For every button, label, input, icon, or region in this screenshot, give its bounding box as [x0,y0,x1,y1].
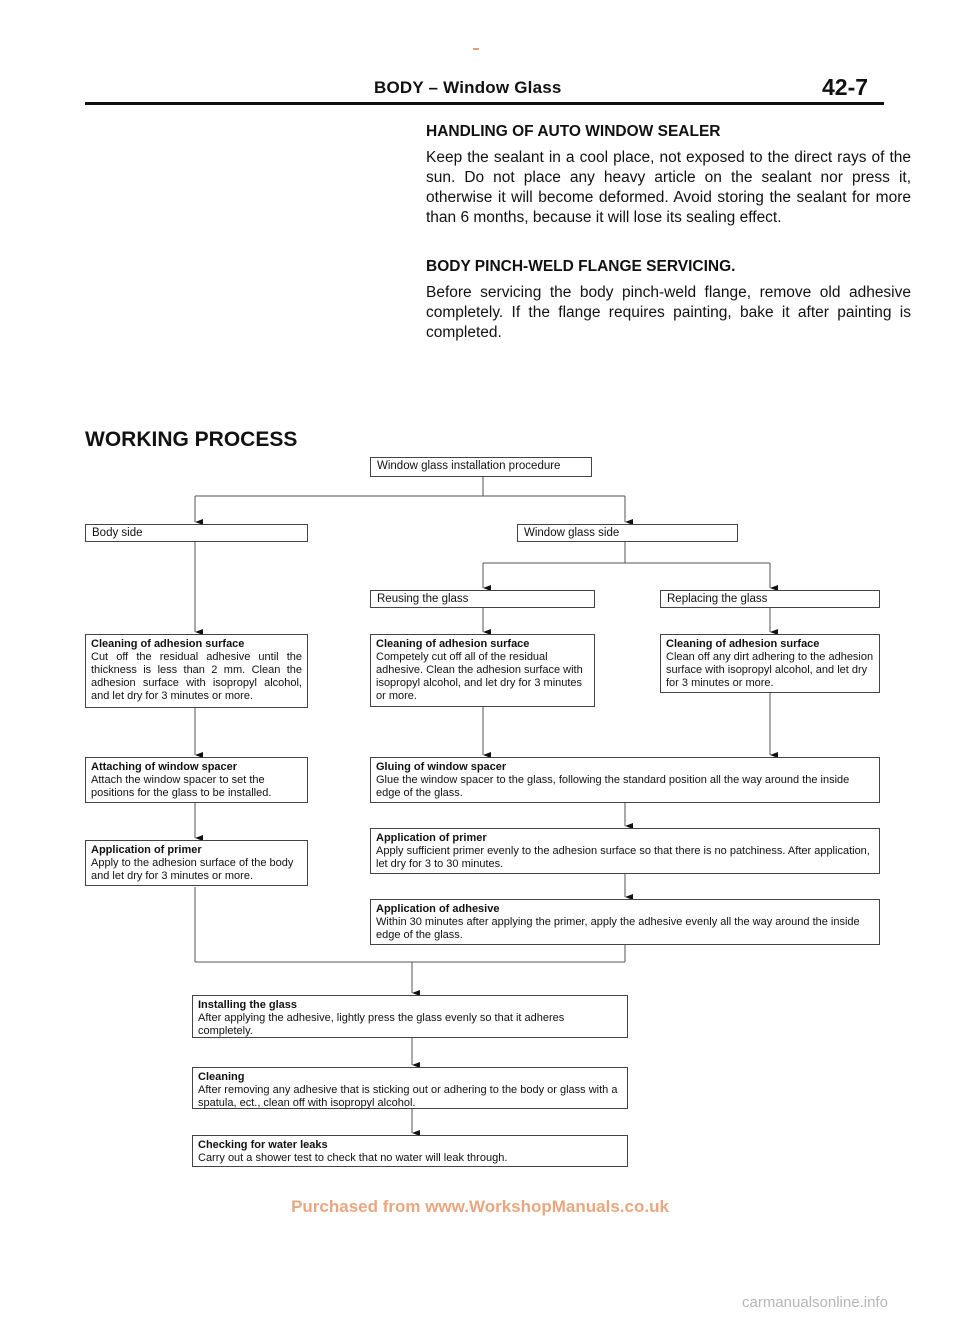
section-heading-sealer: HANDLING OF AUTO WINDOW SEALER [426,123,721,140]
root-box [370,457,592,477]
body-spacer-title: Attaching of window spacer [91,761,238,773]
body-cleaning-box [85,634,308,708]
cleaning-box [192,1067,628,1109]
root-label: Window glass installation procedure [377,460,561,472]
replace-cleaning-text: Clean off any dirt adhering to the adhesion surface with isopropyl alcohol, and let dry for 3 minutes or more. [666,651,874,689]
body-side-box [85,524,308,542]
gluing-box [370,757,880,803]
body-spacer-box [85,757,308,803]
working-process-title: WORKING PROCESS [85,428,298,451]
water-leak-text: Carry out a shower test to check that no water will leak through. [198,1152,508,1164]
adhesive-text: Within 30 minutes after applying the primer, apply the adhesive evenly all the way around the inside edge of the glass. [376,916,860,941]
reusing-label: Reusing the glass [377,593,469,605]
footer-link[interactable]: Purchased from www.WorkshopManuals.co.uk [291,1197,669,1216]
page-title: BODY – Window Glass [374,78,562,97]
section-heading-flange: BODY PINCH-WELD FLANGE SERVICING. [426,258,736,275]
reusing-box [370,590,595,608]
reuse-cleaning-box [370,634,595,707]
reuse-cleaning-text: Competely cut off all of the residual adhesive. Clean the adhesion surface with isopropyl alcohol, and let dry for 3 minutes or more. [376,651,583,702]
installing-text: After applying the adhesive, lightly press the glass evenly so that it adheres completely. [198,1012,565,1037]
cleaning-title: Cleaning [198,1071,245,1083]
body-cleaning-text: Cut off the residual adhesive until the thickness is less than 2 mm. Clean the adhesion surface with isopropyl alcohol, and let dry for 3 minutes or more. [91,651,302,702]
adhesive-box [370,899,880,945]
watermark: carmanualsonline.info [742,1294,888,1311]
gluing-title: Gluing of window spacer [376,761,507,773]
glass-primer-text: Apply sufficient primer evenly to the adhesion surface so that there is no patchiness. After application, let dry for 3 to 30 minutes. [376,845,870,870]
replace-cleaning-box [660,634,880,693]
replacing-box [660,590,880,608]
glass-primer-box [370,828,880,874]
body-primer-text: Apply to the adhesion surface of the body and let dry for 3 minutes or more. [91,857,294,882]
installing-title: Installing the glass [198,999,298,1011]
glass-primer-title: Application of primer [376,832,487,844]
body-primer-title: Application of primer [91,844,202,856]
section-body-sealer: Keep the sealant in a cool place, not exposed to the direct rays of the sun. Do not place any heavy article on the sealant nor press it, otherwise it will become deformed. Avoid storing the sealant for more than 6 months, because it will lose its sealing effect. [426,149,911,226]
page-number: 42-7 [822,74,869,100]
reuse-cleaning-title: Cleaning of adhesion surface [376,638,530,650]
body-cleaning-title: Cleaning of adhesion surface [91,638,245,650]
glass-side-box [517,524,738,542]
gluing-text: Glue the window spacer to the glass, following the standard position all the way around the inside edge of the glass. [376,774,850,799]
water-leak-box [192,1135,628,1167]
replace-cleaning-title: Cleaning of adhesion surface [666,638,820,650]
body-side-label: Body side [92,527,143,539]
body-spacer-text: Attach the window spacer to set the positions for the glass to be installed. [91,774,272,799]
installing-box [192,995,628,1038]
cleaning-text: After removing any adhesive that is sticking out or adhering to the body or glass with a spatula, ect., clean off with isopropyl alcohol. [198,1084,618,1109]
water-leak-title: Checking for water leaks [198,1139,328,1151]
section-body-flange: Before servicing the body pinch-weld flange, remove old adhesive completely. If the flange requires painting, bake it after painting is completed. [426,284,911,341]
body-primer-box [85,840,308,886]
replacing-label: Replacing the glass [667,593,768,605]
glass-side-label: Window glass side [524,527,620,539]
adhesive-title: Application of adhesive [376,903,500,915]
